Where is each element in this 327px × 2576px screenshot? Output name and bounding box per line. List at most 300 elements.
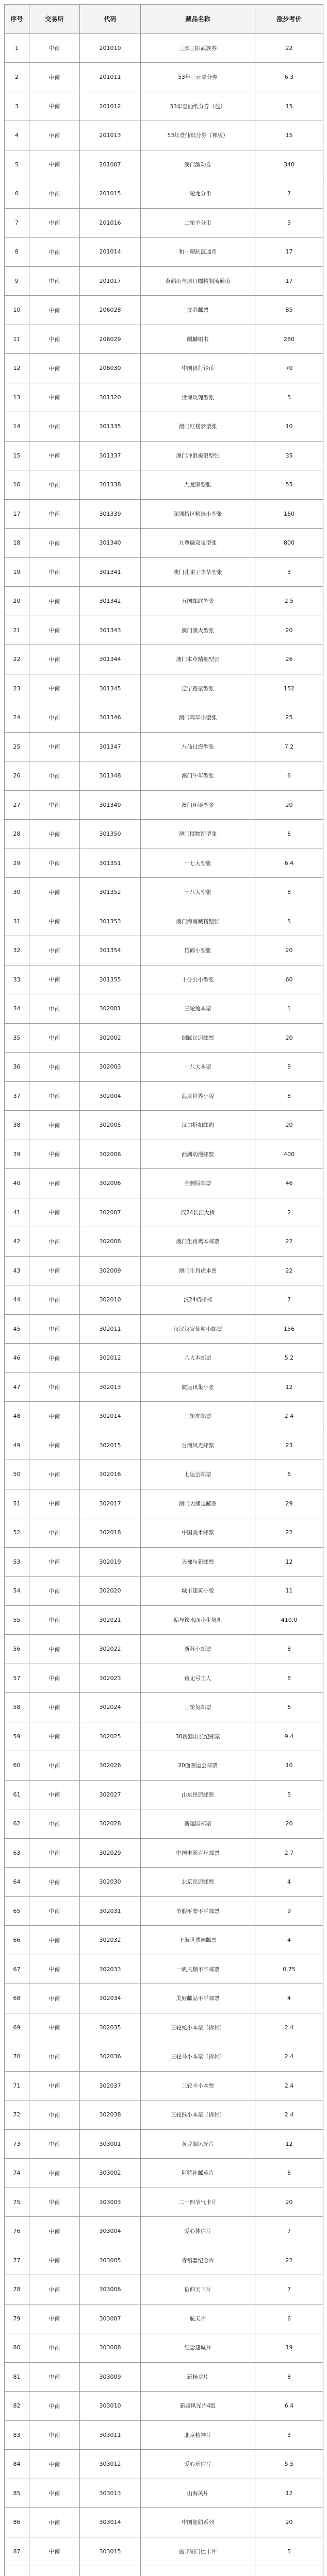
cell-index: 62 <box>5 1809 29 1839</box>
cell-reference-price: 20 <box>255 1111 323 1140</box>
table-row <box>5 2100 323 2130</box>
cell-exchange: 中南 <box>29 63 80 92</box>
table-row <box>5 1314 323 1344</box>
cell-index: 45 <box>5 1314 29 1344</box>
cell-reference-price: 85 <box>255 296 323 325</box>
cell-exchange: 中南 <box>29 994 80 1024</box>
table-row <box>5 266 323 296</box>
cell-item-name: 新疆风光片4组 <box>141 2392 255 2421</box>
cell-reference-price: 5.2 <box>255 1344 323 1373</box>
cell-code: 302026 <box>80 1751 141 1781</box>
cell-item-name: 汉24长江大桥 <box>141 1198 255 1227</box>
cell-item-name: 澳门大熊宝邮票 <box>141 1489 255 1518</box>
cell-item-name: 三款三阳武族券 <box>141 33 255 63</box>
cell-index: 41 <box>5 1198 29 1227</box>
table-row <box>5 1751 323 1781</box>
cell-code: 302031 <box>80 1896 141 1926</box>
table-row <box>5 1372 323 1402</box>
cell-item-name: 澳门鸡年小型张 <box>141 703 255 733</box>
cell-code: 301354 <box>80 936 141 965</box>
table-body <box>5 33 323 2576</box>
cell-exchange: 中南 <box>29 412 80 442</box>
cell-exchange: 中南 <box>29 907 80 936</box>
cell-item-name: 澳门牛年型张 <box>141 761 255 791</box>
cell-exchange: 中南 <box>29 2392 80 2421</box>
cell-index: 51 <box>5 1489 29 1518</box>
table-row <box>5 936 323 965</box>
cell-code: 301341 <box>80 557 141 587</box>
cell-item-name: 麒麟铜书 <box>141 325 255 354</box>
table-row <box>5 179 323 209</box>
cell-exchange: 中南 <box>29 441 80 470</box>
cell-item-name: 中国船舶系列 <box>141 2508 255 2537</box>
cell-code: 302002 <box>80 1023 141 1053</box>
cell-item-name: 53年壹仙纸分券（裸版） <box>141 121 255 150</box>
table-row <box>5 296 323 325</box>
table-row <box>5 1489 323 1518</box>
cell-reference-price: 2 <box>255 1198 323 1227</box>
cell-exchange: 中南 <box>29 33 80 63</box>
cell-code: 301353 <box>80 907 141 936</box>
table-row <box>5 1431 323 1460</box>
cell-reference-price: 26 <box>255 645 323 674</box>
cell-exchange: 中南 <box>29 1081 80 1111</box>
cell-reference-price: 2.4 <box>255 2042 323 2072</box>
table-row <box>5 2566 323 2576</box>
cell-code <box>80 2566 141 2576</box>
cell-code: 302025 <box>80 1722 141 1751</box>
cell-index: 37 <box>5 1081 29 1111</box>
cell-item-name: 深圳特区精选小型张 <box>141 499 255 529</box>
cell-index <box>5 2566 29 2576</box>
table-row <box>5 2479 323 2508</box>
cell-code: 302038 <box>80 2100 141 2130</box>
cell-index: 3 <box>5 92 29 121</box>
table-row <box>5 965 323 994</box>
cell-item-name: 新杨龙片 <box>141 2362 255 2392</box>
table-row <box>5 820 323 849</box>
table-row <box>5 1285 323 1315</box>
cell-item-name: 施邦知门控卡片 <box>141 2537 255 2566</box>
cell-exchange: 中南 <box>29 557 80 587</box>
cell-exchange: 中南 <box>29 325 80 354</box>
cell-reference-price: 2.4 <box>255 2013 323 2042</box>
cell-reference-price: 5 <box>255 907 323 936</box>
cell-exchange: 中南 <box>29 1780 80 1809</box>
cell-exchange: 中南 <box>29 1023 80 1053</box>
price-sheet <box>4 4 323 2576</box>
cell-item-name: 八大本邮票 <box>141 1344 255 1373</box>
table-row <box>5 470 323 500</box>
cell-reference-price: 8 <box>255 2362 323 2392</box>
table-row <box>5 1868 323 1897</box>
table-row <box>5 703 323 733</box>
cell-exchange: 中南 <box>29 1926 80 1955</box>
table-row <box>5 1053 323 1082</box>
cell-reference-price: 29 <box>255 1489 323 1518</box>
cell-item-name: 文彩邮票 <box>141 296 255 325</box>
cell-item-name: 节假平安不平邮票 <box>141 1896 255 1926</box>
cell-index: 24 <box>5 703 29 733</box>
cell-code: 201011 <box>80 63 141 92</box>
cell-exchange: 中南 <box>29 238 80 267</box>
table-row <box>5 878 323 907</box>
cell-exchange: 中南 <box>29 296 80 325</box>
cell-reference-price: 4 <box>255 1984 323 2013</box>
cell-item-name: 台湾风光邮票 <box>141 1431 255 1460</box>
table-row <box>5 616 323 645</box>
cell-reference-price: 8 <box>255 878 323 907</box>
cell-exchange: 中南 <box>29 2042 80 2072</box>
cell-reference-price <box>255 2566 323 2576</box>
cell-code: 301340 <box>80 529 141 558</box>
table-row <box>5 732 323 761</box>
cell-exchange: 中南 <box>29 1635 80 1664</box>
table-row <box>5 2188 323 2217</box>
cell-index: 23 <box>5 674 29 703</box>
cell-reference-price: 10 <box>255 412 323 442</box>
cell-code: 302001 <box>80 994 141 1024</box>
cell-index: 54 <box>5 1577 29 1606</box>
cell-index: 33 <box>5 965 29 994</box>
cell-item-name: 鱼无号工人 <box>141 1664 255 1693</box>
cell-code: 303002 <box>80 2159 141 2188</box>
table-row <box>5 790 323 820</box>
table-row <box>5 325 323 354</box>
cell-reference-price: 9.4 <box>255 1722 323 1751</box>
cell-item-name: 澳门生肖鸡本邮票 <box>141 1227 255 1257</box>
cell-index: 59 <box>5 1722 29 1751</box>
cell-index: 56 <box>5 1635 29 1664</box>
cell-reference-price: 20 <box>255 2188 323 2217</box>
cell-item-name: 美好邮品不平邮票 <box>141 1984 255 2013</box>
table-row <box>5 761 323 791</box>
cell-reference-price: 10 <box>255 1751 323 1781</box>
cell-item-name: 澳门本草精细型张 <box>141 645 255 674</box>
cell-reference-price: 6 <box>255 820 323 849</box>
cell-exchange: 中南 <box>29 1460 80 1489</box>
cell-code: 301339 <box>80 499 141 529</box>
cell-reference-price: 22 <box>255 1518 323 1548</box>
cell-index: 63 <box>5 1838 29 1868</box>
cell-index: 83 <box>5 2420 29 2450</box>
cell-exchange: 中南 <box>29 1751 80 1781</box>
cell-reference-price: 20 <box>255 1023 323 1053</box>
cell-reference-price: 7 <box>255 1285 323 1315</box>
cell-item-name: 八仙过海型张 <box>141 732 255 761</box>
table-row <box>5 33 323 63</box>
cell-reference-price: 6.4 <box>255 849 323 878</box>
cell-item-name: 黄鹤山与原日螺精制流通币 <box>141 266 255 296</box>
cell-item-name: 澳门冲浪极限型张 <box>141 441 255 470</box>
cell-code: 301343 <box>80 616 141 645</box>
cell-index: 21 <box>5 616 29 645</box>
cell-exchange: 中南 <box>29 587 80 616</box>
cell-item-name: 53年壹仙纸分券（包） <box>141 92 255 121</box>
cell-index: 43 <box>5 1256 29 1285</box>
cell-exchange: 中南 <box>29 1809 80 1839</box>
cell-reference-price: 6 <box>255 2304 323 2333</box>
cell-reference-price: 7.2 <box>255 732 323 761</box>
cell-exchange: 中南 <box>29 1169 80 1198</box>
table-row <box>5 1344 323 1373</box>
cell-code: 303009 <box>80 2362 141 2392</box>
table-row <box>5 1081 323 1111</box>
header-reference-price: 涨步考价 <box>255 5 323 34</box>
cell-code: 201016 <box>80 208 141 238</box>
cell-item-name: 53年三元壹分券 <box>141 63 255 92</box>
cell-index: 44 <box>5 1285 29 1315</box>
cell-exchange: 中南 <box>29 2129 80 2159</box>
cell-item-name: 细腻民居邮票 <box>141 1023 255 1053</box>
cell-item-name: 三轮蛇小本票（拆付） <box>141 2013 255 2042</box>
cell-reference-price: 9 <box>255 1896 323 1926</box>
table-row <box>5 2275 323 2304</box>
cell-reference-price: 60 <box>255 965 323 994</box>
cell-reference-price: 5.5 <box>255 2450 323 2479</box>
cell-index: 34 <box>5 994 29 1024</box>
table-row <box>5 1460 323 1489</box>
cell-code: 303004 <box>80 2217 141 2246</box>
table-row <box>5 412 323 442</box>
cell-code: 201015 <box>80 179 141 209</box>
cell-code: 303006 <box>80 2275 141 2304</box>
cell-index: 32 <box>5 936 29 965</box>
cell-item-name: 澳门孔雀王丰华型张 <box>141 557 255 587</box>
cell-reference-price: 11 <box>255 1577 323 1606</box>
table-row <box>5 2042 323 2072</box>
table-row <box>5 2392 323 2421</box>
cell-reference-price: 12 <box>255 1547 323 1577</box>
cell-item-name: 30岳器山长纪邮票 <box>141 1722 255 1751</box>
cell-exchange: 中南 <box>29 266 80 296</box>
cell-reference-price: 22 <box>255 1227 323 1257</box>
table-row <box>5 499 323 529</box>
cell-exchange: 中南 <box>29 1896 80 1926</box>
cell-code: 302037 <box>80 2071 141 2100</box>
cell-code: 301351 <box>80 849 141 878</box>
cell-code: 303010 <box>80 2392 141 2421</box>
cell-code: 301338 <box>80 470 141 500</box>
table-row <box>5 238 323 267</box>
table-row <box>5 1256 323 1285</box>
cell-code: 302010 <box>80 1285 141 1315</box>
cell-exchange: 中南 <box>29 732 80 761</box>
cell-reference-price: 6.3 <box>255 63 323 92</box>
cell-exchange: 中南 <box>29 1547 80 1577</box>
cell-reference-price: 12 <box>255 2129 323 2159</box>
cell-code: 201012 <box>80 92 141 121</box>
cell-code: 301346 <box>80 703 141 733</box>
cell-reference-price: 1 <box>255 994 323 1024</box>
cell-item-name: 信仰天下片 <box>141 2275 255 2304</box>
table-row <box>5 1547 323 1577</box>
cell-index: 57 <box>5 1664 29 1693</box>
table-row <box>5 1198 323 1227</box>
cell-reference-price: 12 <box>255 1372 323 1402</box>
cell-code: 303013 <box>80 2479 141 2508</box>
cell-code: 302005 <box>80 1111 141 1140</box>
cell-exchange: 中南 <box>29 2071 80 2100</box>
cell-item-name: 北京民居邮票 <box>141 1868 255 1897</box>
cell-index: 27 <box>5 790 29 820</box>
cell-exchange: 中南 <box>29 1256 80 1285</box>
cell-index: 74 <box>5 2159 29 2188</box>
cell-code: 302024 <box>80 1693 141 1722</box>
cell-item-name: 二十四节气卡片 <box>141 2188 255 2217</box>
cell-reference-price: 152 <box>255 674 323 703</box>
cell-item-name: 天梯与新邮票 <box>141 1547 255 1577</box>
cell-item-name: 山东民居邮票 <box>141 1780 255 1809</box>
cell-code: 301344 <box>80 645 141 674</box>
cell-exchange: 中南 <box>29 1198 80 1227</box>
cell-item-name: 十分公小型张 <box>141 965 255 994</box>
cell-code: 301347 <box>80 732 141 761</box>
cell-item-name: 黄龙阁风光片 <box>141 2129 255 2159</box>
cell-item-name: 航天片 <box>141 2304 255 2333</box>
table-row <box>5 674 323 703</box>
cell-exchange: 中南 <box>29 965 80 994</box>
cell-code: 302035 <box>80 2013 141 2042</box>
cell-reference-price: 5 <box>255 1780 323 1809</box>
cell-exchange: 中南 <box>29 2537 80 2566</box>
cell-item-name: 澳门生肖虎本票 <box>141 1256 255 1285</box>
table-row <box>5 587 323 616</box>
cell-code: 303012 <box>80 2450 141 2479</box>
cell-code: 301348 <box>80 761 141 791</box>
cell-code: 302020 <box>80 1577 141 1606</box>
cell-index: 35 <box>5 1023 29 1053</box>
cell-exchange: 中南 <box>29 1111 80 1140</box>
cell-exchange: 中南 <box>29 1955 80 1984</box>
cell-code: 201010 <box>80 33 141 63</box>
cell-exchange: 中南 <box>29 1518 80 1548</box>
cell-reference-price: 19 <box>255 2333 323 2363</box>
cell-exchange: 中南 <box>29 121 80 150</box>
cell-item-name: 中国电影百年邮票 <box>141 1838 255 1868</box>
cell-reference-price: 4 <box>255 1926 323 1955</box>
cell-exchange: 中南 <box>29 2450 80 2479</box>
cell-item-name: 青铜器纪念片 <box>141 2246 255 2275</box>
table-row <box>5 2537 323 2566</box>
table-row <box>5 121 323 150</box>
cell-index: 38 <box>5 1111 29 1140</box>
table-row <box>5 1635 323 1664</box>
table-row <box>5 1693 323 1722</box>
cell-code: 302008 <box>80 1227 141 1257</box>
cell-item-name: 二轮羊分币 <box>141 208 255 238</box>
cell-code: 302030 <box>80 1868 141 1897</box>
cell-index: 12 <box>5 354 29 383</box>
table-row <box>5 2420 323 2450</box>
cell-code: 303008 <box>80 2333 141 2363</box>
cell-item-name: 三轮马小本票（拆付） <box>141 2042 255 2072</box>
cell-item-name: 九尊碗双宝型张 <box>141 529 255 558</box>
cell-reference-price: 20 <box>255 2508 323 2537</box>
table-row <box>5 1518 323 1548</box>
cell-item-name: 金猴版邮票 <box>141 1169 255 1198</box>
cell-code: 303011 <box>80 2420 141 2450</box>
cell-index: 68 <box>5 1984 29 2013</box>
cell-exchange: 中南 <box>29 674 80 703</box>
cell-code: 201013 <box>80 121 141 150</box>
cell-index: 64 <box>5 1868 29 1897</box>
cell-item-name: 纪念建城片 <box>141 2333 255 2363</box>
table-row <box>5 1111 323 1140</box>
table-row <box>5 994 323 1024</box>
cell-item-name: 澳门环境型张 <box>141 790 255 820</box>
cell-index: 39 <box>5 1140 29 1169</box>
cell-reference-price: 8 <box>255 1635 323 1664</box>
cell-code: 201014 <box>80 238 141 267</box>
cell-exchange: 中南 <box>29 208 80 238</box>
cell-index: 14 <box>5 412 29 442</box>
cell-code: 301320 <box>80 383 141 412</box>
cell-reference-price: 7 <box>255 2275 323 2304</box>
table-header-row <box>5 5 323 34</box>
cell-code: 301349 <box>80 790 141 820</box>
cell-index: 67 <box>5 1955 29 1984</box>
cell-index: 8 <box>5 238 29 267</box>
cell-exchange: 中南 <box>29 790 80 820</box>
cell-item-name: 西湖动漫邮票 <box>141 1140 255 1169</box>
cell-index: 6 <box>5 179 29 209</box>
cell-item-name: 辽宁路票型张 <box>141 674 255 703</box>
cell-index: 82 <box>5 2392 29 2421</box>
cell-reference-price: 280 <box>255 325 323 354</box>
cell-code: 303014 <box>80 2508 141 2537</box>
cell-reference-price: 12 <box>255 2479 323 2508</box>
cell-reference-price: 2.7 <box>255 1838 323 1868</box>
cell-code: 302019 <box>80 1547 141 1577</box>
cell-index: 53 <box>5 1547 29 1577</box>
cell-reference-price: 5 <box>255 383 323 412</box>
cell-index: 77 <box>5 2246 29 2275</box>
cell-item-name: 北京精神片 <box>141 2420 255 2450</box>
cell-reference-price: 156 <box>255 1314 323 1344</box>
cell-index: 73 <box>5 2129 29 2159</box>
cell-exchange: 中南 <box>29 1489 80 1518</box>
cell-index: 42 <box>5 1227 29 1257</box>
table-row <box>5 1402 323 1431</box>
cell-item-name: 新苏小邮票 <box>141 1635 255 1664</box>
cell-reference-price: 25 <box>255 703 323 733</box>
cell-reference-price: 22 <box>255 2246 323 2275</box>
cell-code: 302036 <box>80 2042 141 2072</box>
cell-reference-price: 20 <box>255 1809 323 1839</box>
cell-item-name: 汉24档邮邮 <box>141 1285 255 1315</box>
cell-reference-price: 7 <box>255 179 323 209</box>
cell-code: 302034 <box>80 1984 141 2013</box>
cell-item-name: 世博玫瑰型张 <box>141 383 255 412</box>
cell-reference-price: 6 <box>255 761 323 791</box>
cell-index: 48 <box>5 1402 29 1431</box>
cell-reference-price: 35 <box>255 441 323 470</box>
cell-code: 302021 <box>80 1605 141 1635</box>
cell-item-name: 一帆风顺不平邮票 <box>141 1955 255 1984</box>
cell-reference-price: 17 <box>255 266 323 296</box>
cell-index: 31 <box>5 907 29 936</box>
table-row <box>5 529 323 558</box>
cell-item-name: 岱鹤小型张 <box>141 936 255 965</box>
cell-exchange: 中南 <box>29 1868 80 1897</box>
cell-index: 75 <box>5 2188 29 2217</box>
cell-exchange: 中南 <box>29 354 80 383</box>
cell-exchange: 中南 <box>29 1431 80 1460</box>
cell-index: 26 <box>5 761 29 791</box>
cell-item-name: 汉口折扣邮购 <box>141 1111 255 1140</box>
cell-index: 15 <box>5 441 29 470</box>
